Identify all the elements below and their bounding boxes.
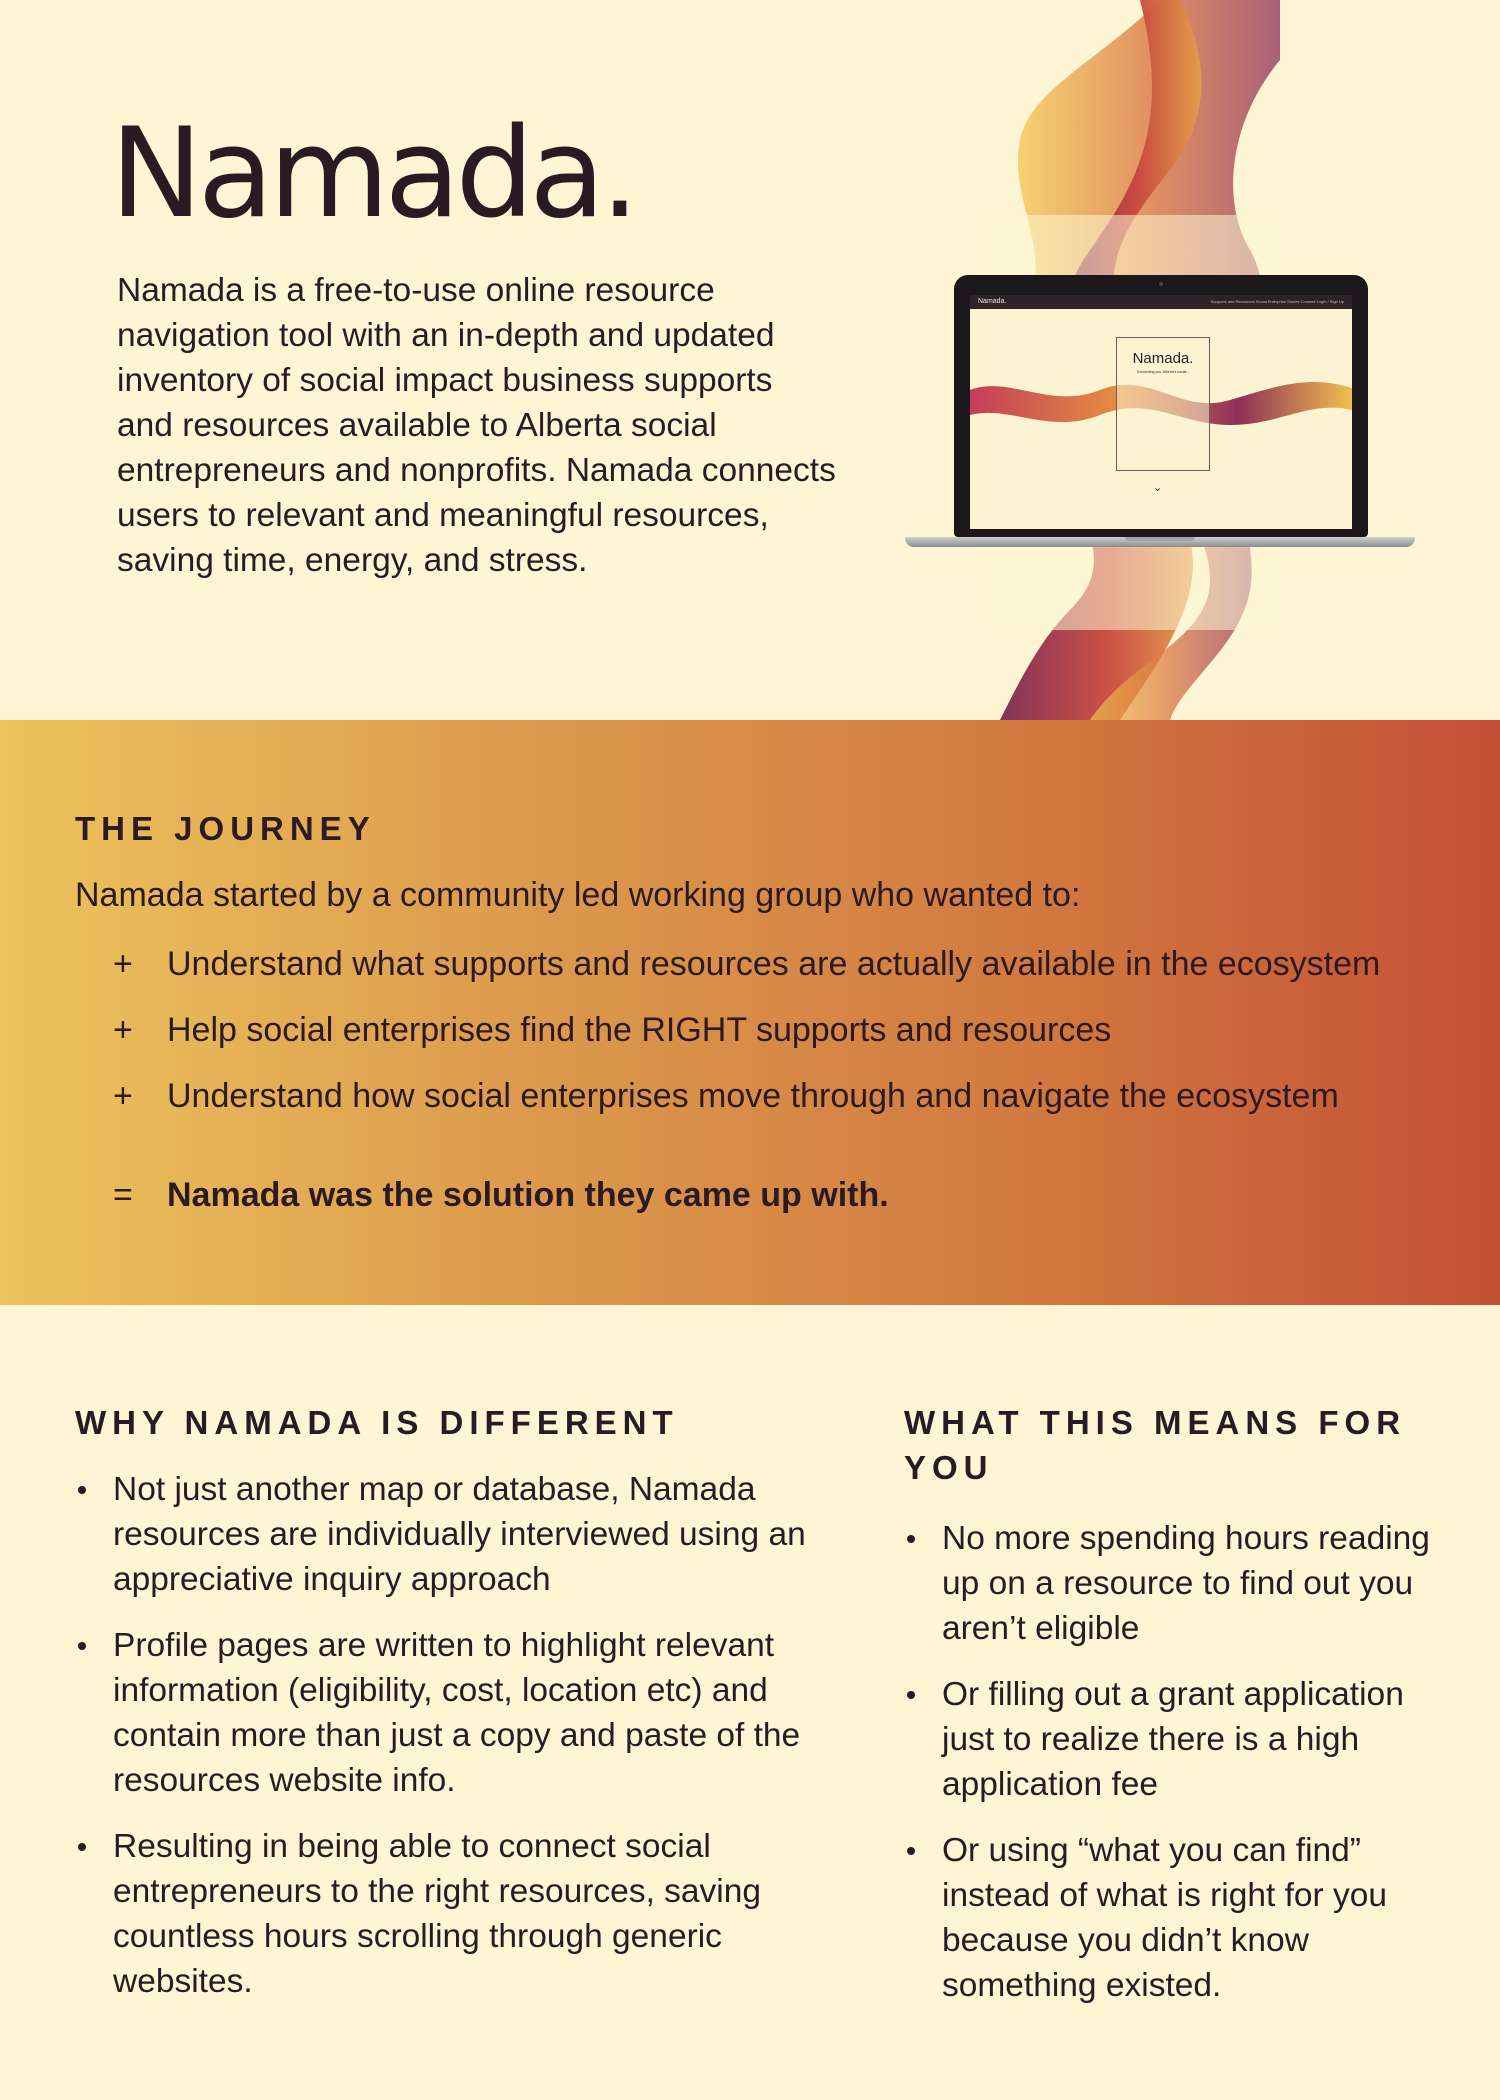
mockup-card-title: Namada. bbox=[1132, 350, 1194, 367]
equals-icon: = bbox=[113, 1176, 133, 1214]
brand-logo: Namada. bbox=[110, 102, 635, 246]
list-item: Not just another map or database, Namada resources are individually interviewed using an appreciative inquiry approach bbox=[75, 1467, 835, 1602]
list-item: Or filling out a grant application just to realize there is a high application fee bbox=[904, 1672, 1444, 1807]
laptop-screen bbox=[970, 295, 1352, 529]
laptop-notch bbox=[1125, 537, 1195, 541]
mockup-nav-links: Supports and Resources Social Enterprise Stories Connect Login / Sign Up bbox=[1210, 299, 1344, 304]
mockup-hero-card bbox=[1116, 337, 1210, 471]
mockup-card-subtitle: Connecting you, Alberta's social... bbox=[1136, 370, 1190, 374]
journey-conclusion-text: Namada was the solution they came up with. bbox=[167, 1176, 889, 1214]
laptop-mockup bbox=[905, 275, 1415, 565]
journey-item-text: Understand what supports and resources are actually available in the ecosystem bbox=[167, 945, 1381, 983]
plus-icon: + bbox=[113, 1011, 133, 1049]
what-this-means-list bbox=[904, 1516, 1444, 2008]
list-item: No more spending hours reading up on a resource to find out you aren’t eligible bbox=[904, 1516, 1444, 1651]
what-this-means-heading: WHAT THIS MEANS FOR YOU bbox=[904, 1404, 1407, 1486]
journey-section bbox=[0, 720, 1500, 1305]
list-item: Or using “what you can find” instead of what is right for you because you didn’t know something existed. bbox=[904, 1828, 1444, 2008]
why-different-section bbox=[75, 1400, 835, 2025]
journey-item-text: Help social enterprises find the RIGHT supports and resources bbox=[167, 1011, 1112, 1049]
what-this-means-section bbox=[904, 1400, 1444, 2029]
why-different-heading: WHY NAMADA IS DIFFERENT bbox=[75, 1404, 679, 1441]
journey-item-text: Understand how social enterprises move through and navigate the ecosystem bbox=[167, 1077, 1339, 1115]
journey-heading: THE JOURNEY bbox=[75, 810, 376, 847]
why-different-list bbox=[75, 1467, 835, 2004]
mockup-nav-bar bbox=[970, 295, 1352, 309]
intro-paragraph: Namada is a free-to-use online resource navigation tool with an in-depth and updated inventory of social impact business supports and resources available to Alberta social entrepreneurs and nonprofits. Namada connects users to relevant and meaningful resources, saving time, energy, and stress. bbox=[117, 272, 836, 579]
chevron-down-icon: ⌄ bbox=[1153, 482, 1163, 494]
list-item: Resulting in being able to connect social entrepreneurs to the right resources, saving countless hours scrolling through generic websites. bbox=[75, 1824, 835, 2004]
laptop-bezel bbox=[954, 275, 1368, 537]
mockup-nav-title: Namada. bbox=[978, 298, 1007, 305]
hero-section bbox=[0, 0, 1500, 720]
list-item: Profile pages are written to highlight relevant information (eligibility, cost, location etc) and contain more than just a copy and paste of the resources website info. bbox=[75, 1623, 835, 1803]
journey-lead: Namada started by a community led working group who wanted to: bbox=[75, 876, 1081, 914]
plus-icon: + bbox=[113, 945, 133, 983]
plus-icon: + bbox=[113, 1077, 133, 1115]
camera-icon bbox=[1159, 282, 1163, 286]
